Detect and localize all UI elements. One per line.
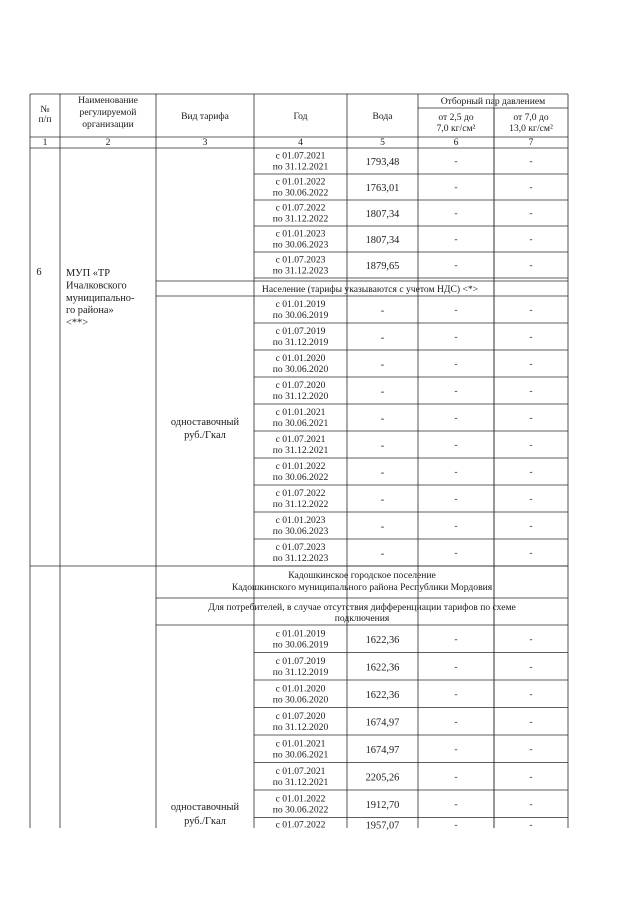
header-tariff-type-label: Вид тарифа	[181, 111, 229, 122]
top-row-water-value: 1763,01	[365, 183, 400, 194]
population-row-steam-a-value: -	[454, 331, 458, 343]
population-row-period-end: по 30.06.2022	[272, 472, 329, 483]
header-steam-a-label: от 2,5 до	[438, 112, 474, 123]
population-row-steam-b-value: -	[529, 466, 533, 478]
kadoshkino-row-period-start: с 01.01.2020	[275, 683, 326, 695]
population-row-steam-a-value: -	[454, 466, 458, 478]
top-row-period-start: с 01.07.2022	[275, 202, 326, 214]
population-row-steam-b-value: -	[529, 385, 533, 397]
kadoshkino-row-water-value: 1957,07	[365, 820, 400, 832]
organization-name: <**>	[66, 317, 89, 329]
top-row-water-value: 1807,34	[365, 235, 400, 246]
population-row-period-start: с 01.01.2022	[275, 461, 326, 472]
kadoshkino-row-steam-b-value: -	[529, 716, 533, 728]
population-row-period-start: с 01.01.2019	[275, 299, 326, 310]
header-steam-b-label: от 7,0 до	[513, 112, 549, 123]
kadoshkino-row-steam-b-value: -	[529, 661, 533, 673]
population-row-steam-b-value: -	[529, 520, 533, 532]
top-row-water-value: 1879,65	[365, 261, 400, 272]
kadoshkino-row-period-end: по 30.06.2022	[272, 804, 329, 816]
population-row-period-end: по 30.06.2019	[272, 310, 329, 321]
top-row-steam-b-value: -	[529, 182, 533, 193]
population-row-steam-a-value: -	[454, 547, 458, 559]
top-row-steam-b-value: -	[529, 156, 533, 167]
population-row-water-value: -	[380, 359, 385, 371]
population-row-water-value: -	[380, 386, 385, 398]
population-row-steam-a-value: -	[454, 385, 458, 397]
top-row-period-end: по 31.12.2023	[272, 265, 329, 277]
header-water-label: Вода	[372, 111, 393, 122]
population-row-water-value: -	[380, 521, 385, 533]
settlement-title: Кадошкинское городское поселение	[288, 570, 436, 581]
kadoshkino-row-period-end: по 30.06.2020	[272, 694, 329, 706]
top-row-water-value: 1807,34	[365, 209, 400, 220]
kadoshkino-row-steam-a-value: -	[454, 661, 458, 673]
kadoshkino-row-steam-a-value: -	[454, 688, 458, 700]
population-row-period-start: с 01.01.2023	[275, 515, 326, 526]
population-row-water-value: -	[380, 494, 385, 506]
kadoshkino-row-period-start: с 01.07.2021	[275, 765, 326, 777]
top-row-water-value: 1793,48	[365, 157, 400, 168]
population-row-water-value: -	[380, 467, 385, 479]
population-row-period-start: с 01.07.2019	[275, 326, 326, 337]
population-row-period-end: по 31.12.2019	[272, 337, 329, 348]
top-row-steam-a-value: -	[454, 182, 458, 193]
population-row-period-end: по 31.12.2023	[272, 553, 329, 564]
top-row-period-start: с 01.07.2023	[275, 254, 326, 266]
population-row-period-start: с 01.01.2021	[275, 407, 326, 418]
kadoshkino-row-period-end: по 30.06.2019	[272, 639, 329, 651]
population-row-period-start: с 01.07.2021	[275, 434, 326, 445]
top-row-period-start: с 01.01.2022	[275, 176, 326, 188]
population-row-steam-a-value: -	[454, 520, 458, 532]
population-row-period-end: по 31.12.2022	[272, 499, 329, 510]
kadoshkino-row-steam-a-value: -	[454, 743, 458, 755]
kadoshkino-row-steam-b-value: -	[529, 798, 533, 810]
population-row-steam-b-value: -	[529, 358, 533, 370]
kadoshkino-row-steam-b-value: -	[529, 819, 533, 831]
top-row-steam-a-value: -	[454, 260, 458, 271]
kadoshkino-row-period-end: по 31.12.2019	[272, 666, 329, 678]
kadoshkino-row-steam-a-value: -	[454, 771, 458, 783]
kadoshkino-row-period-start: с 01.01.2021	[275, 738, 326, 750]
population-row-period-start: с 01.07.2023	[275, 542, 326, 553]
population-section-title: Население (тарифы указываются с учетом НДС) <*>	[261, 284, 479, 295]
kadoshkino-row-water-value: 1912,70	[365, 799, 400, 811]
tariff-type-label: руб./Гкал	[184, 430, 226, 441]
population-row-water-value: -	[380, 413, 385, 425]
kadoshkino-row-period-end: по 31.12.2020	[272, 721, 329, 733]
top-row-steam-a-value: -	[454, 234, 458, 245]
population-row-period-end: по 31.12.2021	[272, 445, 329, 456]
row-number: 6	[36, 267, 42, 278]
kadoshkino-row-period-end: по 31.12.2021	[272, 776, 329, 788]
top-row-period-end: по 30.06.2022	[272, 187, 329, 199]
kadoshkino-row-water-value: 1674,97	[365, 717, 400, 729]
header-steam-label: Отборный пар давлением	[440, 96, 546, 107]
column-number: 3	[202, 137, 208, 148]
organization-name: МУП «ТР	[66, 268, 111, 279]
population-row-period-end: по 30.06.2021	[272, 418, 329, 429]
column-number: 2	[105, 137, 111, 148]
top-row-steam-b-value: -	[529, 234, 533, 245]
population-row-period-end: по 31.12.2020	[272, 391, 329, 402]
population-row-period-start: с 01.07.2022	[275, 488, 326, 499]
tariff-type-label: одноставочный	[170, 802, 240, 813]
kadoshkino-row-steam-a-value: -	[454, 798, 458, 810]
population-row-steam-b-value: -	[529, 547, 533, 559]
consumer-note: подключения	[334, 613, 390, 624]
population-row-period-start: с 01.07.2020	[275, 380, 326, 391]
population-row-period-end: по 30.06.2020	[272, 364, 329, 375]
kadoshkino-row-steam-b-value: -	[529, 771, 533, 783]
kadoshkino-row-steam-b-value: -	[529, 743, 533, 755]
top-row-period-end: по 31.12.2022	[272, 213, 329, 225]
kadoshkino-row-steam-a-value: -	[454, 819, 458, 831]
kadoshkino-row-period-start: с 01.01.2022	[275, 793, 326, 805]
header-year-label: Год	[293, 111, 308, 122]
kadoshkino-row-steam-a-value: -	[454, 716, 458, 728]
top-row-period-end: по 30.06.2023	[272, 239, 329, 251]
population-row-steam-b-value: -	[529, 304, 533, 316]
kadoshkino-row-water-value: 1674,97	[365, 744, 400, 756]
top-row-steam-b-value: -	[529, 260, 533, 271]
column-number: 5	[380, 137, 385, 148]
kadoshkino-row-steam-b-value: -	[529, 633, 533, 645]
header-num-label: №	[40, 104, 50, 115]
top-row-steam-a-value: -	[454, 208, 458, 219]
population-row-steam-b-value: -	[529, 331, 533, 343]
population-row-steam-b-value: -	[529, 412, 533, 424]
organization-name: го района»	[66, 305, 114, 317]
population-row-period-start: с 01.01.2020	[275, 353, 326, 364]
organization-name: Ичалковского	[66, 280, 127, 292]
header-num-label: п/п	[38, 114, 52, 125]
consumer-note: Для потребителей, в случае отсутствия дифференциации тарифов по схеме	[208, 602, 516, 613]
kadoshkino-row-steam-b-value: -	[529, 688, 533, 700]
top-row-steam-b-value: -	[529, 208, 533, 219]
kadoshkino-row-period-start: с 01.07.2020	[275, 710, 326, 722]
kadoshkino-row-steam-a-value: -	[454, 633, 458, 645]
population-row-steam-a-value: -	[454, 493, 458, 505]
population-row-water-value: -	[380, 548, 385, 560]
header-org-label: регулируемой	[79, 107, 137, 118]
settlement-title: Кадошкинского муниципального района Республики Мордовия	[231, 582, 493, 593]
top-row-period-start: с 01.07.2021	[275, 150, 326, 162]
column-number: 6	[453, 137, 459, 148]
kadoshkino-row-water-value: 1622,36	[365, 634, 400, 646]
population-row-steam-a-value: -	[454, 358, 458, 370]
population-row-water-value: -	[380, 332, 385, 344]
population-row-steam-a-value: -	[454, 304, 458, 316]
population-row-water-value: -	[380, 305, 385, 317]
kadoshkino-row-water-value: 1622,36	[365, 662, 400, 674]
header-org-label: организации	[82, 119, 134, 130]
header-steam-a-label: 7,0 кг/см²	[436, 123, 476, 134]
kadoshkino-row-period-start: с 01.01.2019	[275, 628, 326, 640]
column-number: 1	[42, 137, 48, 148]
population-row-steam-b-value: -	[529, 439, 533, 451]
population-row-steam-a-value: -	[454, 439, 458, 451]
organization-name: муниципально-	[66, 292, 135, 304]
column-number: 7	[528, 137, 534, 148]
top-row-period-start: с 01.01.2023	[275, 228, 326, 240]
kadoshkino-row-period-start: с 01.07.2022	[275, 819, 326, 831]
kadoshkino-row-period-end: по 30.06.2021	[272, 749, 329, 761]
population-row-water-value: -	[380, 440, 385, 452]
top-row-period-end: по 31.12.2021	[272, 161, 329, 173]
population-row-period-end: по 30.06.2023	[272, 526, 329, 537]
column-number: 4	[298, 137, 303, 148]
header-org-label: Наименование	[78, 95, 138, 106]
kadoshkino-row-water-value: 1622,36	[365, 689, 400, 701]
population-row-steam-b-value: -	[529, 493, 533, 505]
kadoshkino-row-period-start: с 01.07.2019	[275, 655, 326, 667]
top-row-steam-a-value: -	[454, 156, 458, 167]
tariff-type-label: руб./Гкал	[184, 816, 226, 827]
kadoshkino-row-water-value: 2205,26	[365, 772, 400, 784]
tariff-type-label: одноставочный	[170, 417, 240, 428]
population-row-steam-a-value: -	[454, 412, 458, 424]
header-steam-b-label: 13,0 кг/см²	[509, 123, 553, 134]
